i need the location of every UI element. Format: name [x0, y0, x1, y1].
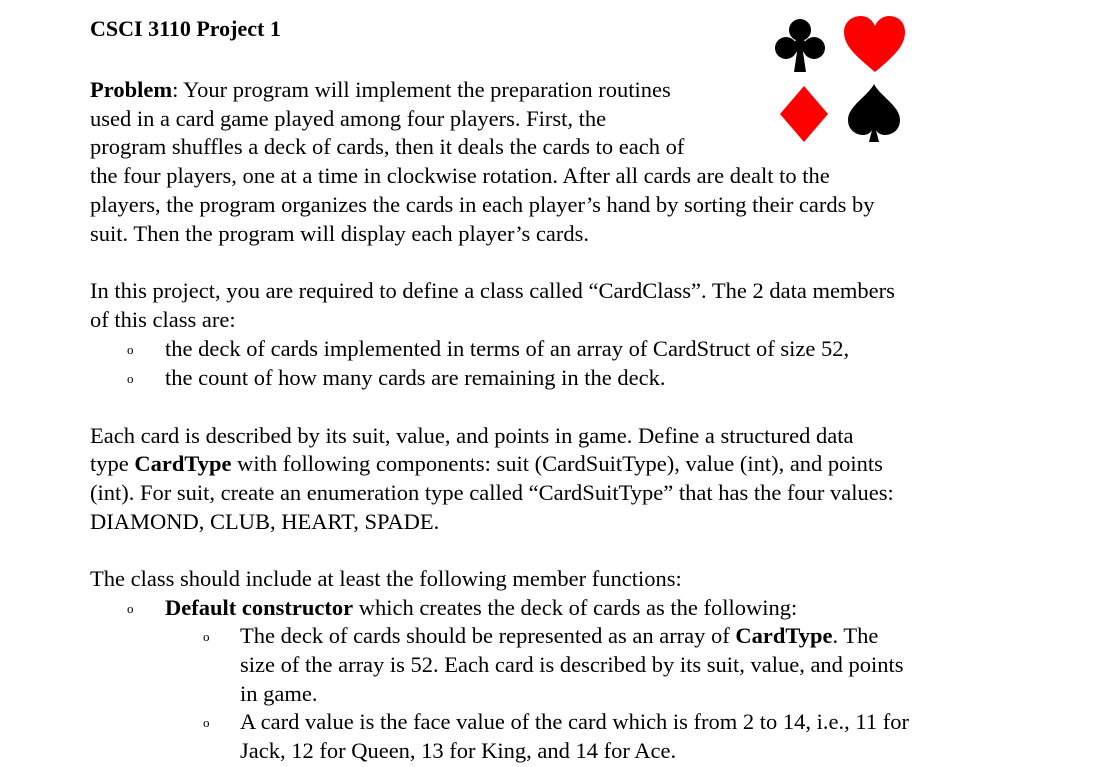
bullet-marker: o: [127, 371, 134, 386]
problem-line-4: the four players, one at a time in clockwise rotation. After all cards are dealt to the: [90, 163, 830, 188]
bullet-marker: o: [203, 715, 210, 730]
constructor-item: [165, 593, 797, 622]
document-title: CSCI 3110 Project 1: [90, 16, 281, 41]
member-item-deck: the deck of cards implemented in terms of an array of CardStruct of size 52,: [165, 336, 850, 361]
card-desc-text: type: [90, 451, 135, 476]
constructor-label: Default constructor: [165, 595, 354, 620]
sub-item-1-line-1: [240, 621, 878, 650]
diamond-icon: [780, 86, 828, 142]
problem-line-6: suit. Then the program will display each player’s cards.: [90, 221, 590, 246]
sub-item-text: . The: [832, 623, 879, 648]
cardtype-term: CardType: [735, 623, 833, 648]
constructor-text: which creates the deck of cards as the following:: [353, 595, 798, 620]
problem-label: Problem: [90, 77, 173, 102]
club-icon: [775, 19, 825, 72]
card-suits-illustration: [766, 14, 906, 144]
cardtype-term: CardType: [134, 451, 232, 476]
functions-intro: The class should include at least the following member functions:: [90, 566, 682, 591]
heart-icon: [844, 16, 905, 72]
problem-line-2: used in a card game played among four players. First, the: [90, 106, 607, 131]
sub-item-1-line-2: size of the array is 52. Each card is described by its suit, value, and points: [240, 652, 904, 677]
bullet-marker: o: [127, 601, 134, 616]
problem-line-3: program shuffles a deck of cards, then it deals the cards to each of: [90, 134, 685, 159]
card-desc-line-3: (int). For suit, create an enumeration type called “CardSuitType” that has the four values:: [90, 480, 894, 505]
problem-text: : Your program will implement the preparation routines: [172, 77, 671, 102]
problem-line-1: [90, 75, 671, 104]
bullet-marker: o: [127, 342, 134, 357]
spade-icon: [848, 84, 900, 142]
sub-item-text: The deck of cards should be represented as an array of: [240, 623, 736, 648]
card-desc-line-2: [90, 449, 883, 478]
problem-line-5: players, the program organizes the cards in each player’s hand by sorting their cards by: [90, 192, 875, 217]
sub-item-1-line-3: in game.: [240, 681, 318, 706]
sub-item-2-line-1: A card value is the face value of the card which is from 2 to 14, i.e., 11 for: [240, 709, 909, 734]
intro-line-2: of this class are:: [90, 307, 236, 332]
intro-line-1: In this project, you are required to define a class called “CardClass”. The 2 data members: [90, 278, 895, 303]
card-desc-text: with following components: suit (CardSuitType), value (int), and points: [231, 451, 883, 476]
bullet-marker: o: [203, 629, 210, 644]
member-item-count: the count of how many cards are remaining in the deck.: [165, 365, 666, 390]
card-desc-line-1: Each card is described by its suit, value, and points in game. Define a structured data: [90, 423, 854, 448]
card-desc-line-4: DIAMOND, CLUB, HEART, SPADE.: [90, 509, 440, 534]
sub-item-2-line-2: Jack, 12 for Queen, 13 for King, and 14 for Ace.: [240, 738, 677, 763]
